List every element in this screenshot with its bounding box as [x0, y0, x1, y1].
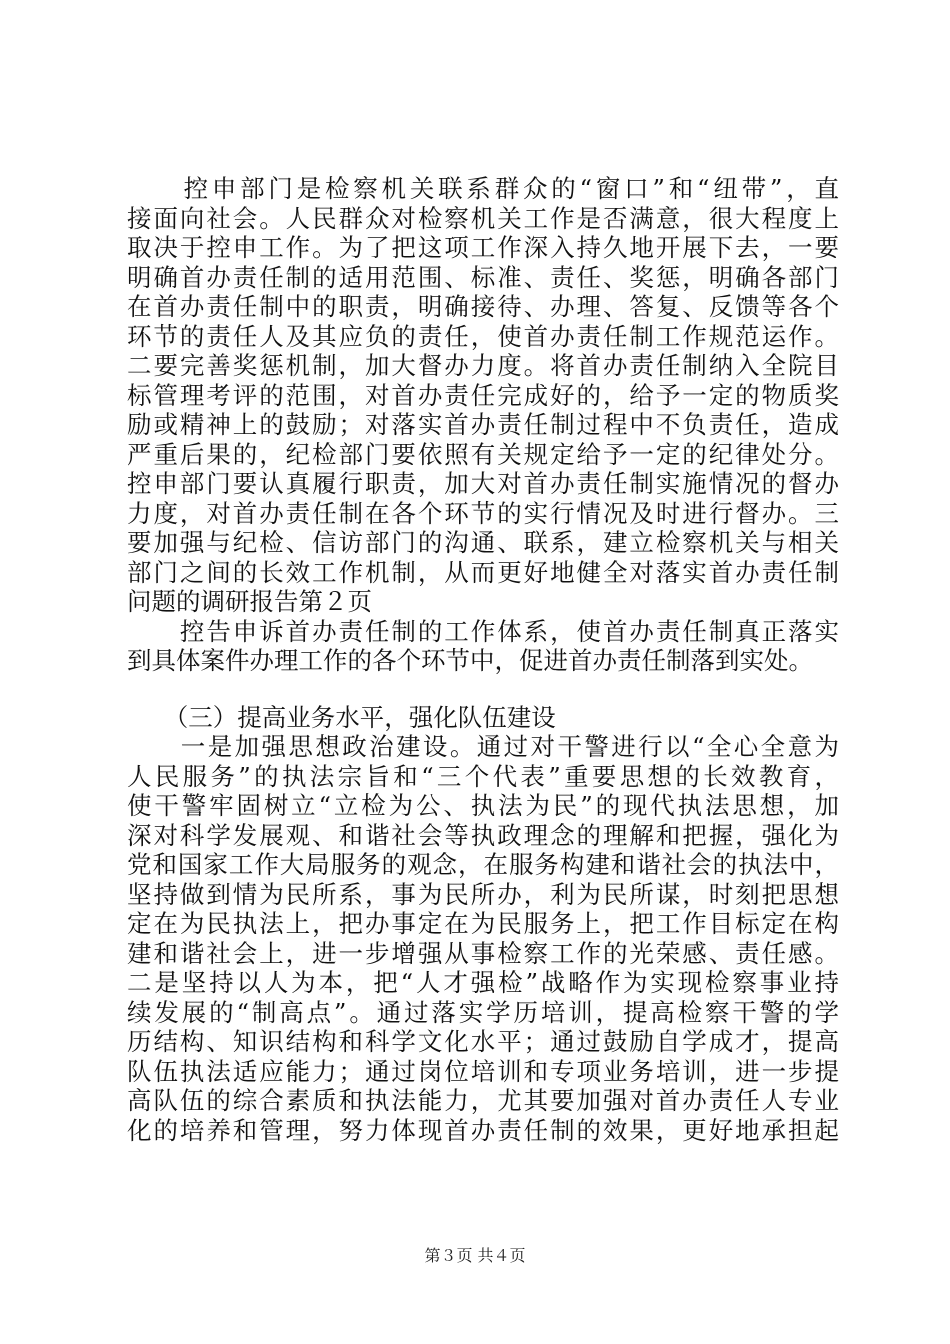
text-line: 接面向社会。人民群众对检察机关工作是否满意，很大程度上 — [127, 203, 839, 233]
text-line: 标管理考评的范围，对首办责任完成好的，给予一定的物质奖 — [127, 380, 839, 410]
text-line: 控申部门是检察机关联系群众的“窗口”和“纽带”，直 — [127, 174, 839, 203]
page-number-footer: 第３页 共４页 — [424, 1246, 526, 1265]
text-line: 问题的调研报告第２页 — [127, 587, 372, 616]
text-line: 续发展的“制高点”。通过落实学历培训，提高检察干警的学 — [127, 997, 839, 1027]
text-line: 力度，对首办责任制在各个环节的实行情况及时进行督办。三 — [127, 498, 839, 528]
text-line: 化的培养和管理，努力体现首办责任制的效果，更好地承担起 — [127, 1115, 839, 1145]
text-line: 党和国家工作大局服务的观念，在服务构建和谐社会的执法中， — [127, 850, 839, 879]
text-line: 在首办责任制中的职责，明确接待、办理、答复、反馈等各个 — [127, 292, 839, 321]
text-line: 深对科学发展观、和谐社会等执政理念的理解和把握，强化为 — [127, 820, 839, 850]
text-line: 二是坚持以人为本，把“人才强检”战略作为实现检察事业持 — [127, 968, 839, 997]
text-line: 定在为民执法上，把办事定在为民服务上，把工作目标定在构 — [127, 909, 839, 938]
text-line: 二要完善奖惩机制，加大督办力度。将首办责任制纳入全院目 — [127, 351, 839, 380]
text-line: 取决于控申工作。为了把这项工作深入持久地开展下去，一要 — [127, 233, 839, 262]
text-line: 要加强与纪检、信访部门的沟通、联系，建立检察机关与相关 — [127, 528, 839, 557]
text-line: 建和谐社会上，进一步增强从事检察工作的光荣感、责任感。 — [127, 938, 839, 968]
text-line: 控申部门要认真履行职责，加大对首办责任制实施情况的督办 — [127, 469, 839, 498]
text-line: 严重后果的，纪检部门要依照有关规定给予一定的纪律处分。 — [127, 439, 839, 469]
body-text — [127, 174, 839, 1145]
text-line: 使干警牢固树立“立检为公、执法为民”的现代执法思想，加 — [127, 791, 839, 820]
text-line: 坚持做到情为民所系，事为民所办，利为民所谋，时刻把思想 — [127, 879, 839, 909]
text-line: 历结构、知识结构和科学文化水平；通过鼓励自学成才，提高 — [127, 1027, 839, 1056]
text-line: 人民服务”的执法宗旨和“三个代表”重要思想的长效教育， — [127, 761, 839, 791]
text-line: 控告申诉首办责任制的工作体系，使首办责任制真正落实 — [127, 616, 839, 646]
text-line: 明确首办责任制的适用范围、标准、责任、奖惩，明确各部门 — [127, 262, 839, 292]
text-line: 部门之间的长效工作机制，从而更好地健全对落实首办责任制 — [127, 557, 839, 587]
text-line: 队伍执法适应能力；通过岗位培训和专项业务培训，进一步提 — [127, 1056, 839, 1086]
paragraph-gap — [127, 676, 839, 703]
text-line: 一是加强思想政治建设。通过对干警进行以“全心全意为 — [127, 732, 839, 761]
text-line: 环节的责任人及其应负的责任，使首办责任制工作规范运作。 — [127, 321, 839, 351]
text-line: 励或精神上的鼓励；对落实首办责任制过程中不负责任，造成 — [127, 410, 839, 439]
text-line: 高队伍的综合素质和执法能力，尤其要加强对首办责任人专业 — [127, 1086, 839, 1115]
section-heading: （三）提高业务水平，强化队伍建设 — [127, 702, 556, 732]
text-line: 到具体案件办理工作的各个环节中，促进首办责任制落到实处。 — [127, 646, 813, 675]
